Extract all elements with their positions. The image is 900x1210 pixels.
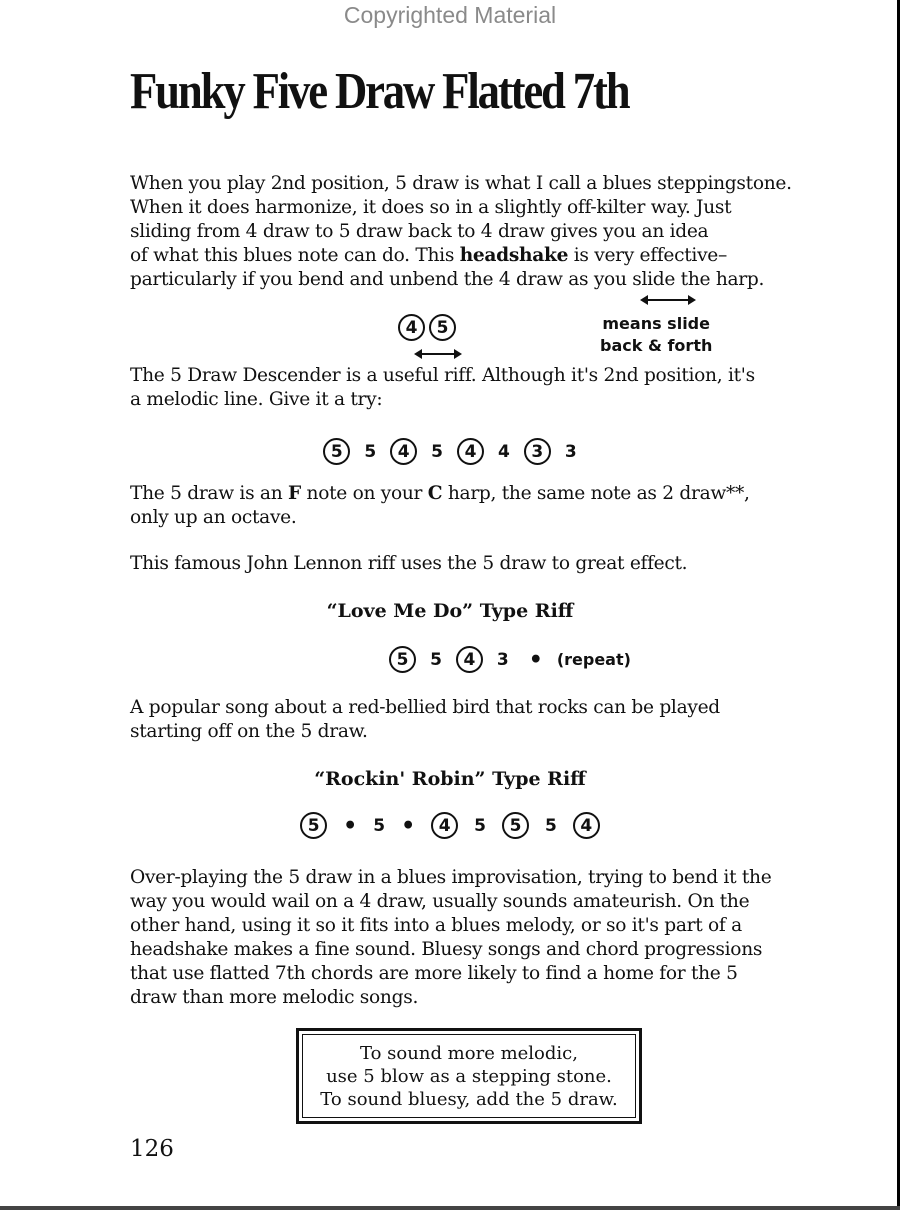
tip-line: To sound more melodic, — [360, 1042, 578, 1064]
closing-line: other hand, using it so it fits into a blues melody, or so it's part of a — [130, 915, 742, 936]
draw-hole-icon: 5 — [323, 438, 350, 465]
intro-line: When it does harmonize, it does so in a slightly off-kilter way. Just — [130, 197, 732, 218]
intro-line: sliding from 4 draw to 5 draw back to 4 draw gives you an idea — [130, 221, 709, 242]
draw-hole-icon: 3 — [524, 438, 551, 465]
draw-hole-icon: 4 — [431, 812, 458, 839]
closing-line: that use flatted 7th chords are more likely to find a home for the 5 — [130, 963, 738, 984]
draw-hole-icon: 4 — [398, 314, 425, 341]
riff-title-love-me-do: “Love Me Do” Type Riff — [326, 600, 574, 622]
page-edge-bottom — [0, 1206, 900, 1210]
tip-box-inner — [302, 1034, 636, 1118]
closing-line: draw than more melodic songs. — [130, 987, 419, 1008]
closing-line: Over-playing the 5 draw in a blues improvisation, trying to bend it the — [130, 867, 772, 888]
text-span: of what this blues note can do. This — [130, 245, 460, 266]
rest-dot: • — [401, 812, 416, 839]
legend-line: means slide — [602, 314, 710, 333]
text-span: harp, the same note as 2 draw**, — [442, 483, 750, 504]
legend-line: back & forth — [600, 336, 713, 355]
note-c: C — [427, 483, 443, 504]
descender-tab — [0, 438, 900, 465]
tip-line: To sound bluesy, add the 5 draw. — [320, 1088, 618, 1110]
closing-line: way you would wail on a 4 draw, usually sounds amateurish. On the — [130, 891, 750, 912]
draw-hole-icon: 4 — [573, 812, 600, 839]
intro-line: When you play 2nd position, 5 draw is what I call a blues steppingstone. — [130, 173, 792, 194]
robin-line: starting off on the 5 draw. — [130, 721, 368, 742]
rest-dot: • — [528, 646, 543, 673]
blow-note: 3 — [496, 649, 509, 670]
blow-note: 5 — [430, 649, 442, 670]
blow-note: 5 — [431, 441, 443, 462]
text-span: note on your — [300, 483, 428, 504]
blow-note: 5 — [474, 815, 486, 836]
page-number: 126 — [130, 1136, 174, 1162]
blow-note: 4 — [498, 441, 510, 462]
draw-hole-icon: 5 — [300, 812, 327, 839]
page-title: Funky Five Draw Flatted 7th — [130, 63, 629, 120]
draw-hole-icon: 4 — [456, 646, 483, 673]
draw-hole-icon: 5 — [502, 812, 529, 839]
lennon-line: This famous John Lennon riff uses the 5 draw to great effect. — [130, 553, 688, 574]
descender-line: a melodic line. Give it a try: — [130, 389, 383, 410]
love-me-do-tab — [0, 646, 900, 673]
blow-note: 3 — [564, 441, 577, 462]
slide-legend-arrow-icon — [640, 294, 696, 306]
repeat-label: (repeat) — [556, 650, 631, 669]
robin-line: A popular song about a red-bellied bird that rocks can be played — [130, 697, 720, 718]
riff-title-rockin-robin: “Rockin' Robin” Type Riff — [314, 768, 586, 790]
blow-note: 5 — [364, 441, 377, 462]
tip-box — [296, 1028, 642, 1124]
text-span: is very effective– — [568, 245, 727, 266]
slide-arrow-icon — [414, 348, 462, 360]
slide-demo — [398, 314, 456, 341]
note-line: only up an octave. — [130, 507, 297, 528]
tip-line: use 5 blow as a stepping stone. — [326, 1065, 612, 1087]
copyright-header: Copyrighted Material — [343, 2, 557, 28]
closing-line: headshake makes a fine sound. Bluesy songs and chord progressions — [130, 939, 763, 960]
draw-hole-icon: 4 — [390, 438, 417, 465]
intro-line: particularly if you bend and unbend the 4 draw as you slide the harp. — [130, 269, 765, 290]
note-line — [130, 482, 750, 506]
blow-note: 5 — [373, 815, 386, 836]
intro-line — [130, 244, 727, 268]
draw-hole-icon: 5 — [389, 646, 416, 673]
rockin-robin-tab — [0, 812, 900, 839]
blow-note: 5 — [544, 815, 557, 836]
note-f: F — [288, 483, 301, 504]
descender-line: The 5 Draw Descender is a useful riff. Although it's 2nd position, it's — [130, 365, 755, 386]
slide-legend — [600, 313, 712, 357]
headshake-term: headshake — [459, 245, 569, 266]
rest-dot: • — [343, 812, 358, 839]
draw-hole-icon: 4 — [457, 438, 484, 465]
draw-hole-icon: 5 — [429, 314, 456, 341]
text-span: The 5 draw is an — [130, 483, 289, 504]
